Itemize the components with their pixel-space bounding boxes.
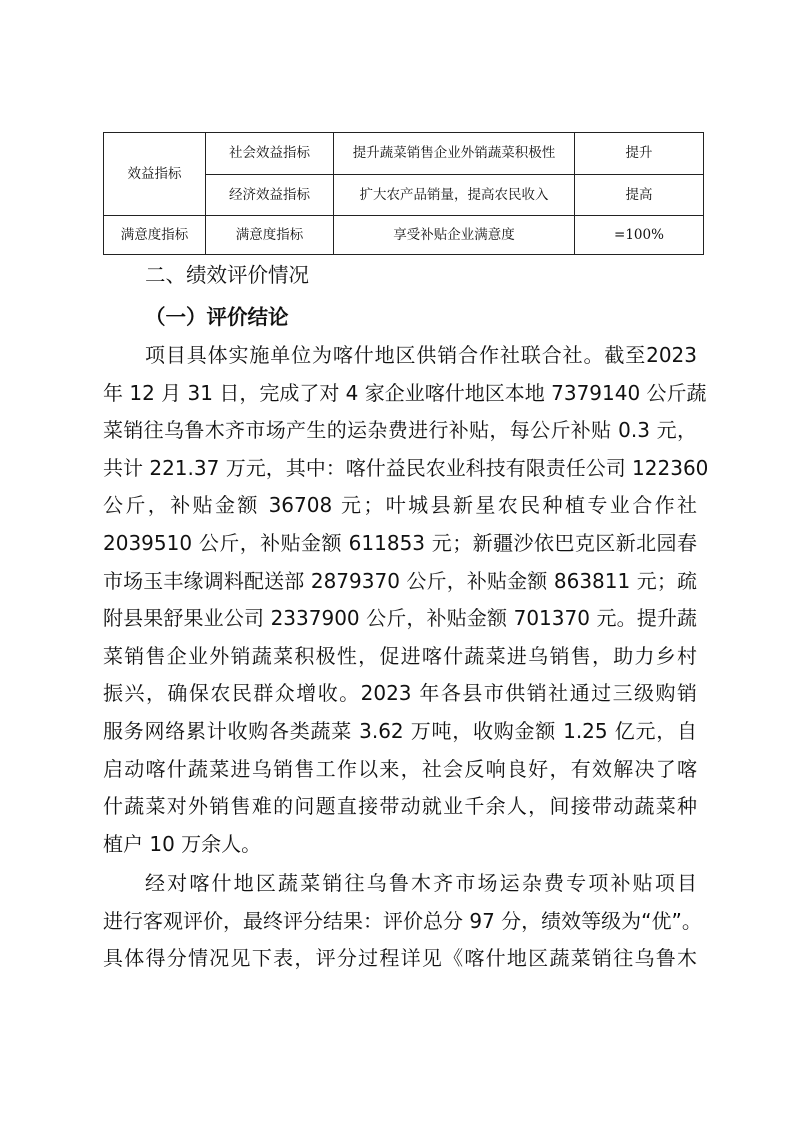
text-line: 市场玉丰缘调料配送部 2879370 公斤，补贴金额 863811 元；疏 [103, 568, 697, 593]
sub-heading: （一）评价结论 [145, 305, 289, 329]
text-line: 年 12 月 31 日，完成了对 4 家企业喀什地区本地 7379140 公斤蔬 [103, 380, 707, 405]
text-line: 附县果舒果业公司 2337900 公斤，补贴金额 701370 元。提升蔬 [103, 606, 697, 631]
text-line: 启动喀什蔬菜进乌销售工作以来，社会反响良好，有效解决了喀 [103, 756, 697, 781]
text-line: 什蔬菜对外销售难的问题直接带动就业千余人，间接带动蔬菜种 [103, 794, 697, 819]
table-cell: 提高 [575, 174, 704, 216]
table-cell: 提升 [575, 133, 704, 175]
text-line: 菜销往乌鲁木齐市场产生的运杂费进行补贴，每公斤补贴 0.3 元， [103, 418, 697, 443]
text-line: 项目具体实施单位为喀什地区供销合作社联合社。截至2023 [145, 343, 697, 367]
text-line: 服务网络累计收购各类蔬菜 3.62 万吨，收购金额 1.25 亿元，自 [103, 718, 697, 743]
section-heading: 二、绩效评价情况 [145, 263, 309, 287]
paragraph-conclusion [103, 337, 709, 863]
text-line: 菜销售企业外销蔬菜积极性，促进喀什蔬菜进乌销售，助力乡村 [103, 643, 697, 668]
text-line: 共计 221.37 万元，其中：喀什益民农业科技有限责任公司 122360 [103, 455, 709, 480]
table-cell: 提升蔬菜销售企业外销蔬菜积极性 [334, 133, 575, 175]
text-line: 进行客观评价，最终评分结果：评价总分 97 分，绩效等级为“优”。 [103, 908, 702, 933]
text-line: 振兴，确保农民群众增收。2023 年各县市供销社通过三级购销 [103, 681, 697, 706]
text-line: 具体得分情况见下表，评分过程详见《喀什地区蔬菜销往乌鲁木 [103, 946, 697, 971]
text-line: 经对喀什地区蔬菜销往乌鲁木齐市场运杂费专项补贴项目 [145, 871, 697, 895]
text-line: 2039510 公斤，补贴金额 611853 元；新疆沙依巴克区新北园春 [103, 530, 697, 555]
text-line: 植户 10 万余人。 [103, 831, 262, 856]
table-cell: 经济效益指标 [206, 174, 334, 216]
indicator-table [103, 132, 699, 255]
text-line: 公斤，补贴金额 36708 元；叶城县新星农民种植专业合作社 [103, 493, 697, 518]
table-cell: 享受补贴企业满意度 [334, 216, 575, 255]
table-cell: 效益指标 [104, 133, 206, 216]
table-cell: =100% [575, 216, 704, 255]
table-cell: 社会效益指标 [206, 133, 334, 175]
table-row [104, 133, 704, 175]
table-cell: 扩大农产品销量，提高农民收入 [334, 174, 575, 216]
table-cell: 满意度指标 [206, 216, 334, 255]
paragraph-score [103, 865, 702, 978]
table-row [104, 216, 704, 255]
table-cell: 满意度指标 [104, 216, 206, 255]
